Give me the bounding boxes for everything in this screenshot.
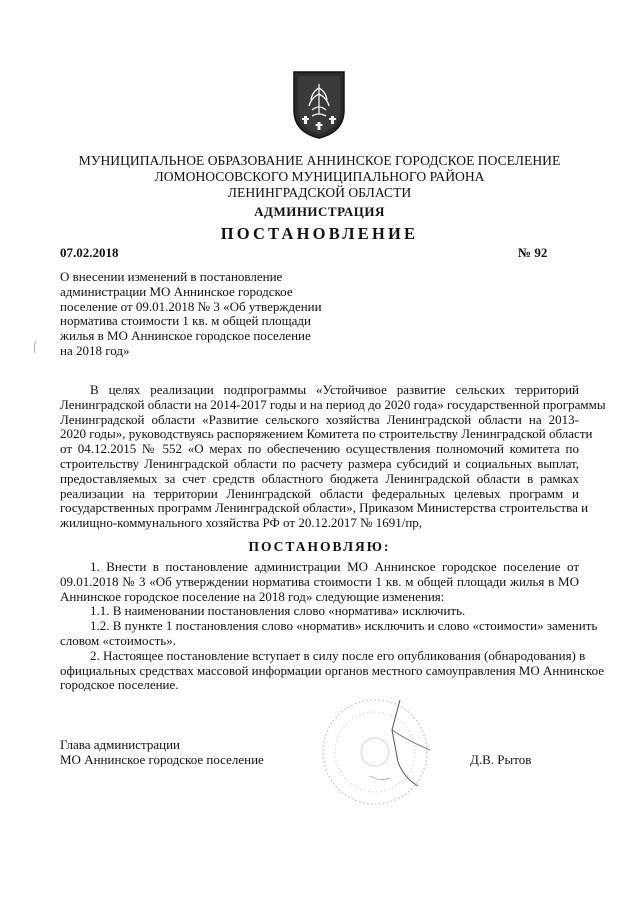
subject-line: О внесении изменений в постановление xyxy=(60,269,283,284)
preamble-line: реализации на территории Ленинградской области федеральных целевых программ и xyxy=(60,485,579,501)
administration-heading: АДМИНИСТРАЦИЯ xyxy=(254,204,385,219)
official-seal-stamp xyxy=(300,690,450,810)
item-line: Аннинское городское поселение на 2018 год» следующие изменения: xyxy=(60,588,445,604)
preamble-line: Ленинградской области «Развитие сельского хозяйства Ленинградской области на 2013- xyxy=(60,411,579,427)
item-line: 09.01.2018 № 3 «Об утверждении норматива стоимости 1 кв. м общей площади жилья в МО xyxy=(60,573,579,589)
subject-line: поселение от 09.01.2018 № 3 «Об утверждении xyxy=(60,298,322,314)
resolution-items xyxy=(60,559,605,693)
item-line: словом «стоимость». xyxy=(60,632,176,648)
item-line: официальных средствах массовой информации органов местного самоуправления МО Аннинское xyxy=(60,662,605,678)
subject-line: на 2018 год» xyxy=(60,342,130,358)
resolve-heading: ПОСТАНОВЛЯЮ: xyxy=(248,539,391,554)
item-line: 1. Внести в постановление администрации МО Аннинское городское поселение от xyxy=(90,559,579,574)
preamble-line: государственных программ Ленинградской области», Приказом Министерства строительства и xyxy=(60,500,589,516)
preamble-line: предоставляемых за счет средств областного бюджета Ленинградской области в рамках xyxy=(60,470,579,486)
item-line: городское поселение. xyxy=(60,677,179,693)
document-date: 07.02.2018 xyxy=(60,245,119,260)
preamble-line: жилищно-коммунального хозяйства РФ от 20.12.2017 № 1691/пр, xyxy=(60,515,423,531)
preamble-line: от 04.12.2015 № 552 «О мерах по обеспечению осуществления полномочий комитета по xyxy=(60,441,579,457)
document-subject xyxy=(60,270,340,359)
signatory-title-line-2: МО Аннинское городское поселение xyxy=(60,752,264,767)
preamble-line: В целях реализации подпрограммы «Устойчивое развитие сельских территорий xyxy=(90,382,579,397)
coat-of-arms-emblem xyxy=(292,70,346,140)
organization-name-line-2: ЛОМОНОСОВСКОГО МУНИЦИПАЛЬНОГО РАЙОНА xyxy=(154,169,485,184)
preamble-paragraph xyxy=(60,382,606,531)
document-number: № 92 xyxy=(518,245,548,260)
preamble-line: строительству Ленинградской области по расчету размера субсидий и социальных выплат, xyxy=(60,455,579,471)
subject-line: жилья в МО Аннинское городское поселение xyxy=(60,328,311,344)
document-type-heading: ПОСТАНОВЛЕНИЕ xyxy=(220,224,419,243)
signatory-name: Д.В. Рытов xyxy=(470,752,532,767)
preamble-line: 2020 годы», руководствуясь распоряжением Комитета по строительству Ленинградской области xyxy=(60,426,593,442)
signatory-title-line-1: Глава администрации xyxy=(60,737,181,752)
subject-line: норматива стоимости 1 кв. м общей площади xyxy=(60,313,311,329)
margin-pencil-mark xyxy=(32,340,38,354)
item-line: 2. Настоящее постановление вступает в силу после его опубликования (обнародования) в xyxy=(90,647,586,663)
organization-name-line-3: ЛЕНИНГРАДСКОЙ ОБЛАСТИ xyxy=(227,185,412,200)
preamble-line: Ленинградской области на 2014-2017 годы и на период до 2020 года» государственной программы xyxy=(60,396,606,412)
item-line: 1.1. В наименовании постановления слово «норматива» исключить. xyxy=(90,603,466,619)
organization-name-line-1: МУНИЦИПАЛЬНОЕ ОБРАЗОВАНИЕ АННИНСКОЕ ГОРОДСКОЕ ПОСЕЛЕНИЕ xyxy=(78,153,561,168)
item-line: 1.2. В пункте 1 постановления слово «норматив» исключить и слово «стоимости» заменить xyxy=(90,618,598,634)
subject-line: администрации МО Аннинское городское xyxy=(60,283,293,299)
